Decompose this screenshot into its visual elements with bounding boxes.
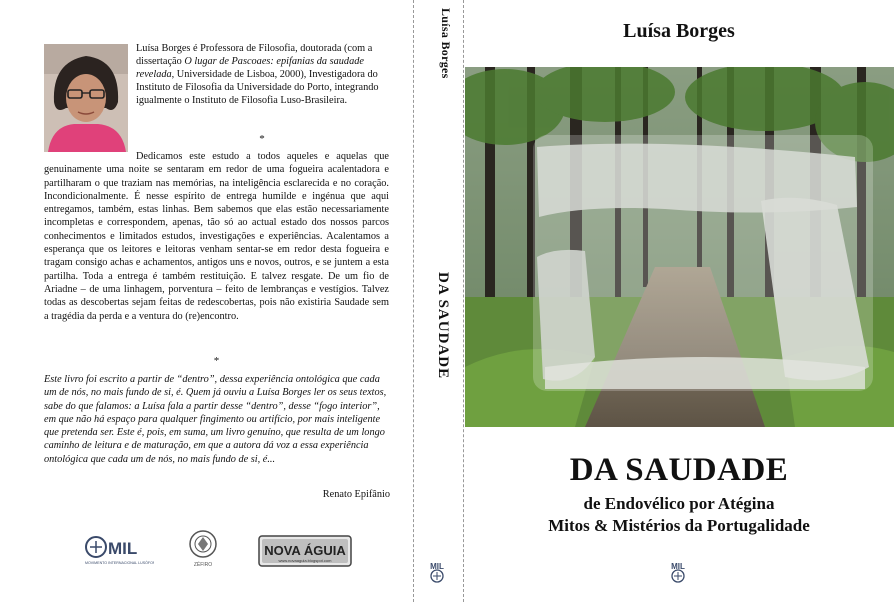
spine-fold-left [413, 0, 414, 602]
bio-name: Luísa Borges [136, 43, 191, 54]
author-photo [44, 44, 128, 152]
nova-aguia-logo [258, 535, 352, 567]
front-subtitle-1: de Endovélico por Atégina [583, 494, 775, 513]
separator-star: * [213, 355, 220, 367]
spine-mil-logo-text: MIL [430, 562, 444, 571]
bio-text: é Professora de Filosofia, doutorada (com a dissertação [136, 43, 373, 68]
front-title: DA SAUDADE [569, 452, 789, 488]
zefiro-logo-text: ZÉFIRO [193, 562, 213, 568]
separator-star: * [259, 133, 265, 145]
front-mil-logo-text: MIL [671, 562, 685, 571]
quote-author: Renato Epifânio [322, 489, 390, 500]
bio-text: , Universidade de Lisboa, 2000), Investigadora do Instituto de Filosofia da Universidade do Porto, integrando igualmente o Instituto de Filosofia Luso-Brasileira. [136, 69, 379, 107]
author-bio [136, 42, 388, 107]
zefiro-logo [186, 528, 220, 570]
mil-logo-caption: MOVIMENTO INTERNACIONAL LUSÓFONO [85, 561, 154, 565]
nova-aguia-url: www.novaaguia.blogspot.com [278, 558, 332, 563]
front-mil-logo [667, 560, 689, 584]
spine-mil-logo [426, 560, 448, 584]
nova-aguia-text: NOVA ÁGUIA [264, 543, 346, 558]
mil-logo [84, 533, 154, 567]
front-author: Luísa Borges [623, 20, 735, 42]
bio-thesis-title: O lugar de Pascoaes: epifanias da saudade revelada [136, 56, 364, 81]
review-quote: Este livro foi escrito a partir de “dentro”, dessa experiência ontológica que cada um de nós, no mais fundo de si, é. Quem já ouviu a Luísa Borges ler os seus textos, sabe do que falamos: a Luísa fala a partir desse “dentro”, desse “fogo interior”, em que não há espaço para qualquer fingimento ou artifício, por mais inteligente que pretenda ser. Este é, pois, em suma, um livro genuíno, que resulta de um longo caminho de leitura e de maturação, em que a autora dá voz a essa experiência ontológica que cada um de nós, no mais fundo de si, é... [44, 374, 387, 465]
front-subtitle-2: Mitos & Mistérios da Portugalidade [548, 516, 810, 535]
dedication-text: Dedicamos este estudo a todos aqueles e aquelas que genuinamente uma noite se sentaram em redor de uma fogueira acalentadora e partilharam o que traziam nas memórias, na inteligência esclarecida e no coração. Incondicionalmente. É nesse espírito de entrega humilde e ingénua que aqui entregamos, também, estas linhas. Bem sabemos que elas estão necessariamente incompletas e correspondem, apenas, tão só ao actual estado dos nossos parcos conhecimentos e limitados estudos, investigações e experiências. Acalentamos a esperança que os leitores e leitoras venham sentar-se em redor desta fogueira e tragam consigo achas e achamentos, antigos uns e novos, outros, e se juntem a esta partilha. Toda a entrega é também restituição. E talvez resgate. De um fio de Ariadne – de uma linhagem, porventura – feito de lembranças e vestígios. Talvez todas as descobertas sejam feitas de redescobertas, pois não existiria Saudade sem a tragédia da perda e a ventura do (re)encontro. [44, 151, 389, 322]
spine-author: Luísa Borges [439, 8, 453, 79]
spine-title: DA SAUDADE [435, 272, 451, 380]
cover-photo [465, 67, 894, 427]
mil-logo-text: MIL [108, 539, 138, 558]
